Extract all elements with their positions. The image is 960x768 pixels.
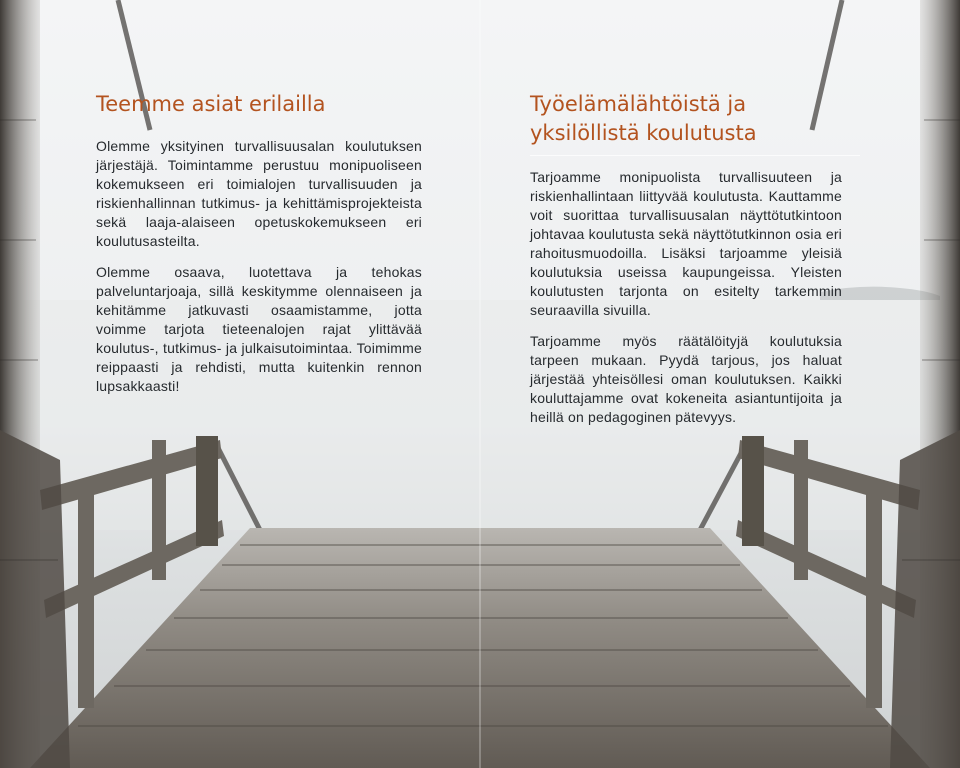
left-paragraph-1: Olemme yksityinen turvallisuusalan koulutuksen järjestäjä. Toimintamme perustuu monipuoliseen kokemukseen eri toimialojen turvallisuuden ja riskienhallinnan tutkimus- ja kehittämisprojekteista sekä laaja-alaiseen opetuskokemukseen eri koulutusasteilta.	[96, 138, 422, 249]
left-paragraph-2: Olemme osaava, luotettava ja tehokas palveluntarjoaja, sillä keskitymme olennaiseen ja kehitämme jatkuvasti osaamistamme, jotta voimme tarjota tieteenalojen rajat ylittävää koulutus-, tutkimus- ja julkaisutoimintaa. Toimimme reippaasti ja rehdisti, mutta kuitenkin rennon lupsakkaasti!	[96, 264, 422, 394]
left-page-column	[96, 90, 422, 396]
right-paragraph-1: Tarjoamme monipuolista turvallisuuteen ja riskienhallintaan liittyvää koulutusta. Kauttamme voit suorittaa turvallisuusalan näyttötutkintoon johtavaa koulutusta sekä näyttötutkinnon osia eri rahoitusmuodoilla. Lisäksi tarjoamme yleisiä koulutuksia useissa kaupungeissa. Yleisten koulutusten tarjonta on esitelty tarkemmin seuraavilla sivuilla.	[530, 169, 842, 318]
right-page-column	[530, 90, 842, 427]
left-page-title: Teemme asiat erilailla	[96, 92, 326, 116]
right-page-title: Työelämälähtöistä ja yksilöllistä koulutusta	[530, 92, 757, 145]
right-paragraph-2: Tarjoamme myös räätälöityjä koulutuksia tarpeen mukaan. Pyydä tarjous, jos haluat järjestää yhteisöllesi oman koulutuksen. Kaikki kouluttajamme ovat kokeneita asiantuntijoita ja heillä on pedagoginen pätevyys.	[530, 333, 842, 425]
